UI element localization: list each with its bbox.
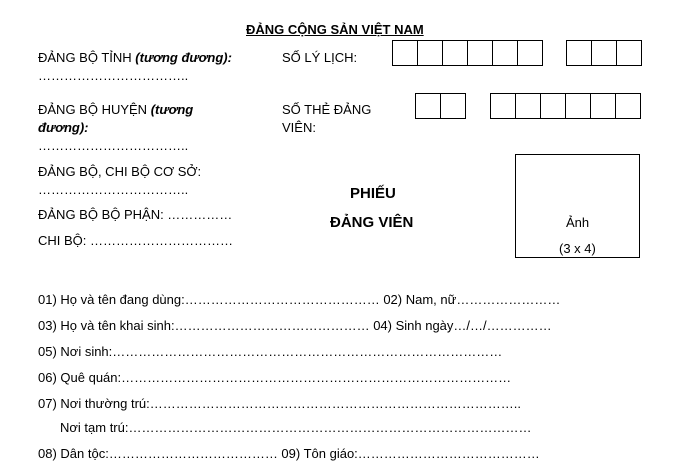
field-08-09[interactable]: 08) Dân tộc:………………………………… 09) Tôn giáo:……………………………………: [38, 446, 540, 461]
dang-bo-huyen-label: ĐẢNG BỘ HUYỆN: [38, 102, 148, 117]
digit-box[interactable]: [517, 40, 543, 66]
field-06-que-quan[interactable]: 06) Quê quán:………………………………………………………………………………: [38, 370, 512, 385]
field-05-noi-sinh[interactable]: 05) Nơi sinh:………………………………………………………………………………: [38, 344, 503, 359]
photo-size: (3 x 4): [559, 241, 596, 256]
digit-box[interactable]: [442, 40, 468, 66]
digit-box[interactable]: [440, 93, 466, 119]
digit-box[interactable]: [415, 93, 441, 119]
form-title-phieu: PHIẾU: [350, 185, 396, 202]
so-the-dang-vien-label-1: SỐ THẺ ĐẢNG: [282, 102, 372, 117]
digit-box[interactable]: [566, 40, 592, 66]
dang-bo-tinh-label: ĐẢNG BỘ TỈNH: [38, 50, 132, 65]
dang-bo-huyen-note-2: đương):: [38, 120, 89, 135]
digit-box[interactable]: [565, 93, 591, 119]
dang-bo-huyen-row: [38, 102, 193, 117]
dang-bo-tinh-row: [38, 50, 232, 65]
digit-box[interactable]: [490, 93, 516, 119]
digit-box[interactable]: [591, 40, 617, 66]
dang-bo-bo-phan-field[interactable]: ĐẢNG BỘ BỘ PHẬN: ……………: [38, 207, 233, 222]
field-07-noi-thuong-tru[interactable]: 07) Nơi thường trú:…………………………………………………………………………..: [38, 396, 521, 411]
chi-bo-field[interactable]: CHI BỘ: ……………………………: [38, 233, 234, 248]
document-header-title: ĐẢNG CỘNG SẢN VIỆT NAM: [246, 22, 424, 37]
form-title-dang-vien: ĐẢNG VIÊN: [330, 214, 414, 231]
chi-bo-co-so-label: ĐẢNG BỘ, CHI BỘ CƠ SỞ:: [38, 164, 202, 179]
dang-bo-huyen-note-1: (tương: [150, 102, 194, 117]
so-the-boxes-group-1[interactable]: [415, 93, 466, 119]
chi-bo-co-so-blank[interactable]: ……………………………..: [38, 182, 189, 197]
field-01-02[interactable]: 01) Họ và tên đang dùng:……………………………………… 02) Nam, nữ……………………: [38, 292, 561, 307]
field-noi-tam-tru[interactable]: Nơi tạm trú:…………………………………………………………………………………: [60, 420, 532, 435]
digit-box[interactable]: [515, 93, 541, 119]
so-the-dang-vien-label-2: VIÊN:: [282, 120, 316, 135]
digit-box[interactable]: [616, 40, 642, 66]
digit-box[interactable]: [590, 93, 616, 119]
digit-box[interactable]: [540, 93, 566, 119]
digit-box[interactable]: [467, 40, 493, 66]
photo-box[interactable]: [515, 154, 640, 258]
photo-label: Ảnh: [566, 215, 590, 230]
digit-box[interactable]: [615, 93, 641, 119]
field-03-04[interactable]: 03) Họ và tên khai sinh:……………………………………… 04) Sinh ngày…/…/……………: [38, 318, 552, 333]
digit-box[interactable]: [417, 40, 443, 66]
dang-bo-tinh-blank[interactable]: ……………………………..: [38, 68, 189, 83]
so-the-boxes-group-2[interactable]: [490, 93, 641, 119]
so-ly-lich-boxes-group-1[interactable]: [392, 40, 543, 66]
dang-bo-tinh-note: (tương đương):: [135, 50, 232, 65]
digit-box[interactable]: [492, 40, 518, 66]
so-ly-lich-boxes-group-2[interactable]: [566, 40, 642, 66]
dang-bo-huyen-blank[interactable]: ……………………………..: [38, 138, 189, 153]
so-ly-lich-label: SỐ LÝ LỊCH:: [282, 50, 358, 65]
digit-box[interactable]: [392, 40, 418, 66]
